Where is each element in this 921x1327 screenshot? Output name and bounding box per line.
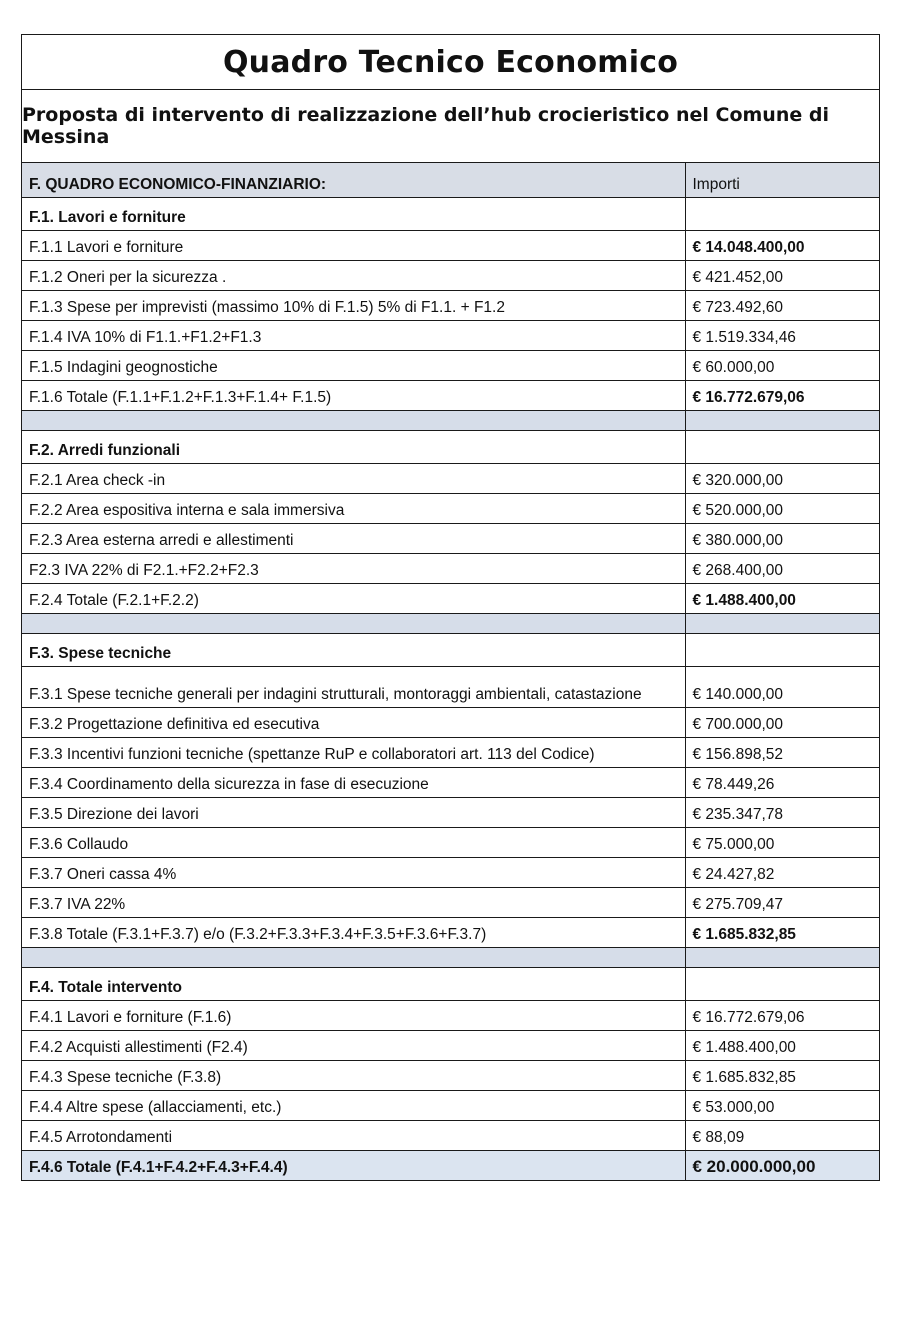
separator-cell bbox=[22, 410, 685, 430]
table-row bbox=[22, 1000, 879, 1030]
row-amount: € 520.000,00 bbox=[685, 493, 879, 523]
section-separator bbox=[22, 410, 879, 430]
economic-table bbox=[22, 163, 879, 1180]
row-amount: € 16.772.679,06 bbox=[685, 380, 879, 410]
table-row bbox=[22, 827, 879, 857]
row-label: F.3.8 Totale (F.3.1+F.3.7) e/o (F.3.2+F.3.3+F.3.4+F.3.5+F.3.6+F.3.7) bbox=[22, 917, 685, 947]
section-title: F.4. Totale intervento bbox=[22, 967, 685, 1000]
row-amount: € 1.519.334,46 bbox=[685, 320, 879, 350]
table-row bbox=[22, 767, 879, 797]
row-label: F.2.2 Area espositiva interna e sala immersiva bbox=[22, 493, 685, 523]
row-label: F.3.7 IVA 22% bbox=[22, 887, 685, 917]
row-label: F.3.2 Progettazione definitiva ed esecutiva bbox=[22, 707, 685, 737]
section-amount-empty bbox=[685, 197, 879, 230]
row-label: F.1.3 Spese per imprevisti (massimo 10% di F.1.5) 5% di F1.1. + F1.2 bbox=[22, 290, 685, 320]
section-amount-empty bbox=[685, 430, 879, 463]
row-amount: € 723.492,60 bbox=[685, 290, 879, 320]
section-header-row bbox=[22, 967, 879, 1000]
row-amount: € 1.488.400,00 bbox=[685, 583, 879, 613]
row-label: F2.3 IVA 22% di F2.1.+F2.2+F2.3 bbox=[22, 553, 685, 583]
row-amount: € 14.048.400,00 bbox=[685, 230, 879, 260]
row-label: F.2.1 Area check -in bbox=[22, 463, 685, 493]
document-subtitle: Proposta di intervento di realizzazione dell’hub crocieristico nel Comune di Messina bbox=[22, 90, 879, 163]
section-header-row bbox=[22, 430, 879, 463]
table-row bbox=[22, 917, 879, 947]
row-label: F.3.4 Coordinamento della sicurezza in fase di esecuzione bbox=[22, 767, 685, 797]
table-row bbox=[22, 380, 879, 410]
grand-total-row bbox=[22, 1150, 879, 1180]
table-row bbox=[22, 583, 879, 613]
row-amount: € 320.000,00 bbox=[685, 463, 879, 493]
row-label: F.2.3 Area esterna arredi e allestimenti bbox=[22, 523, 685, 553]
table-row bbox=[22, 350, 879, 380]
header-amount: Importi bbox=[685, 163, 879, 197]
row-label: F.1.2 Oneri per la sicurezza . bbox=[22, 260, 685, 290]
table-row bbox=[22, 260, 879, 290]
row-amount: € 275.709,47 bbox=[685, 887, 879, 917]
section-separator bbox=[22, 947, 879, 967]
section-title: F.1. Lavori e forniture bbox=[22, 197, 685, 230]
row-amount: € 60.000,00 bbox=[685, 350, 879, 380]
row-amount: € 380.000,00 bbox=[685, 523, 879, 553]
economic-framework-sheet bbox=[21, 34, 880, 1181]
row-amount: € 421.452,00 bbox=[685, 260, 879, 290]
row-amount: € 75.000,00 bbox=[685, 827, 879, 857]
row-label: F.4.1 Lavori e forniture (F.1.6) bbox=[22, 1000, 685, 1030]
row-label: F.3.6 Collaudo bbox=[22, 827, 685, 857]
row-label: F.4.4 Altre spese (allacciamenti, etc.) bbox=[22, 1090, 685, 1120]
row-label: F.3.5 Direzione dei lavori bbox=[22, 797, 685, 827]
row-amount: € 20.000.000,00 bbox=[685, 1150, 879, 1180]
separator-cell bbox=[685, 613, 879, 633]
table-row bbox=[22, 290, 879, 320]
separator-cell bbox=[685, 947, 879, 967]
table-row bbox=[22, 1030, 879, 1060]
table-row bbox=[22, 666, 879, 707]
table-row bbox=[22, 857, 879, 887]
row-amount: € 1.685.832,85 bbox=[685, 1060, 879, 1090]
row-amount: € 700.000,00 bbox=[685, 707, 879, 737]
row-label: F.1.1 Lavori e forniture bbox=[22, 230, 685, 260]
table-row bbox=[22, 463, 879, 493]
table-row bbox=[22, 737, 879, 767]
section-title: F.3. Spese tecniche bbox=[22, 633, 685, 666]
separator-cell bbox=[22, 947, 685, 967]
row-amount: € 140.000,00 bbox=[685, 666, 879, 707]
table-row bbox=[22, 320, 879, 350]
separator-cell bbox=[685, 410, 879, 430]
section-amount-empty bbox=[685, 967, 879, 1000]
row-amount: € 1.685.832,85 bbox=[685, 917, 879, 947]
row-amount: € 16.772.679,06 bbox=[685, 1000, 879, 1030]
table-row bbox=[22, 230, 879, 260]
row-amount: € 156.898,52 bbox=[685, 737, 879, 767]
table-row bbox=[22, 887, 879, 917]
document-title: Quadro Tecnico Economico bbox=[22, 35, 879, 90]
row-amount: € 78.449,26 bbox=[685, 767, 879, 797]
row-label: F.1.6 Totale (F.1.1+F.1.2+F.1.3+F.1.4+ F.1.5) bbox=[22, 380, 685, 410]
section-header-row bbox=[22, 197, 879, 230]
row-amount: € 235.347,78 bbox=[685, 797, 879, 827]
table-row bbox=[22, 523, 879, 553]
separator-cell bbox=[22, 613, 685, 633]
table-row bbox=[22, 553, 879, 583]
row-label: F.2.4 Totale (F.2.1+F.2.2) bbox=[22, 583, 685, 613]
section-header-row bbox=[22, 633, 879, 666]
row-label: F.1.4 IVA 10% di F1.1.+F1.2+F1.3 bbox=[22, 320, 685, 350]
row-amount: € 268.400,00 bbox=[685, 553, 879, 583]
row-label: F.4.6 Totale (F.4.1+F.4.2+F.4.3+F.4.4) bbox=[22, 1150, 685, 1180]
header-label: F. QUADRO ECONOMICO-FINANZIARIO: bbox=[22, 163, 685, 197]
table-row bbox=[22, 493, 879, 523]
row-label: F.4.5 Arrotondamenti bbox=[22, 1120, 685, 1150]
table-header-row bbox=[22, 163, 879, 197]
table-row bbox=[22, 1090, 879, 1120]
row-label: F.3.3 Incentivi funzioni tecniche (spettanze RuP e collaboratori art. 113 del Codice) bbox=[22, 737, 685, 767]
table-row bbox=[22, 1060, 879, 1090]
table-row bbox=[22, 797, 879, 827]
section-title: F.2. Arredi funzionali bbox=[22, 430, 685, 463]
row-label: F.1.5 Indagini geognostiche bbox=[22, 350, 685, 380]
row-amount: € 88,09 bbox=[685, 1120, 879, 1150]
row-amount: € 24.427,82 bbox=[685, 857, 879, 887]
row-label: F.3.1 Spese tecniche generali per indagini strutturali, montoraggi ambientali, catastazione bbox=[22, 666, 685, 707]
row-amount: € 1.488.400,00 bbox=[685, 1030, 879, 1060]
row-label: F.4.3 Spese tecniche (F.3.8) bbox=[22, 1060, 685, 1090]
table-row bbox=[22, 707, 879, 737]
row-label: F.3.7 Oneri cassa 4% bbox=[22, 857, 685, 887]
section-amount-empty bbox=[685, 633, 879, 666]
row-amount: € 53.000,00 bbox=[685, 1090, 879, 1120]
table-row bbox=[22, 1120, 879, 1150]
section-separator bbox=[22, 613, 879, 633]
row-label: F.4.2 Acquisti allestimenti (F2.4) bbox=[22, 1030, 685, 1060]
